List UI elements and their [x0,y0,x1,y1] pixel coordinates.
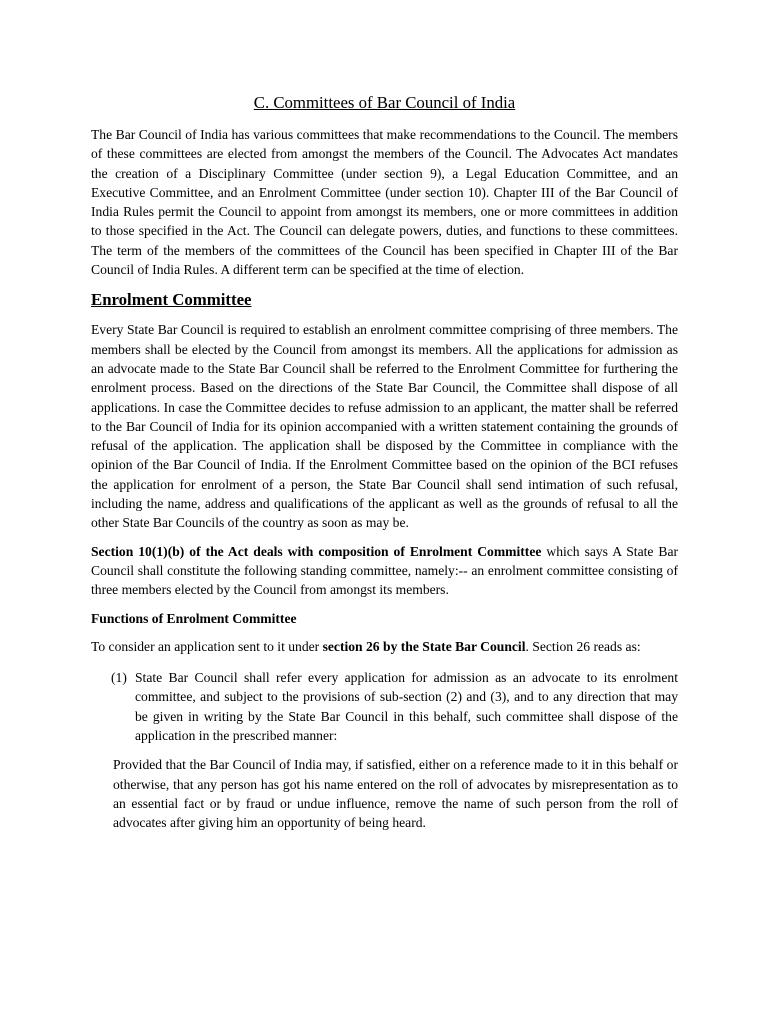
functions-pre-text: To consider an application sent to it under [91,638,323,654]
enrolment-committee-heading: Enrolment Committee [91,290,252,310]
functions-bold-text: section 26 by the State Bar Council [322,638,526,654]
section-rest-text: which says A State Bar Council shall constitute the following standing committee, namely:-- an enrolment committee consisting of three members elected by the Council from amongst its members. [91,543,679,598]
section-bold-text: Section 10(1)(b) of the Act deals with composition of Enrolment Committee [91,543,542,559]
functions-heading: Functions of Enrolment Committee [91,610,297,626]
enrolment-paragraph: Every State Bar Council is required to establish an enrolment committee comprising of three members. The members shall be elected by the Council from amongst its members. All the applications for admission as an advocate made to the State Bar Council shall be referred to the Enrolment Committee for furthering the enrolment process. Based on the directions of the State Bar Council, the Committee shall dispose of all applications. In case the Committee decides to refuse admission to an applicant, the matter shall be referred to the Bar Council of India for its opinion accompanied with a written statement containing the grounds of refusal of the application. The application shall be disposed by the Committee in compliance with the opinion of the Bar Council of India. If the Enrolment Committee based on the opinion of the BCI refuses the application for enrolment of a person, the State Bar Council shall send intimation of such refusal, including the name, address and qualifications of the applicant as well as the grounds of refusal to all the other State Bar Councils of the country as soon as may be. [91,322,678,531]
list-item [91,668,678,745]
list-text: State Bar Council shall refer every application for admission as an advocate to its enrolment committee, and subject to the provisions of sub-section (2) and (3), and to any direction that may be given in writing by the State Bar Council in this behalf, such committee shall dispose of the application in the prescribed manner: [135,670,678,744]
proviso-paragraph: Provided that the Bar Council of India may, if satisfied, either on a reference made to it in this behalf or otherwise, that any person has got his name entered on the roll of advocates by misrepresentation as to an essential fact or by fraud or undue influence, remove the name of such person from the roll of advocates after giving him an opportunity of being heard. [113,757,678,831]
intro-paragraph: The Bar Council of India has various committees that make recommendations to the Council. The members of these committees are elected from amongst the members of the Council. The Advocates Act mandates the creation of a Disciplinary Committee (under section 9), a Legal Education Committee, and an Executive Committee, and an Enrolment Committee (under section 10). Chapter III of the Bar Council of India Rules permit the Council to appoint from amongst its members, one or more committees in addition to those specified in the Act. The Council can delegate powers, duties, and functions to these committees. The term of the members of the committees of the Council has been specified in Chapter III of the Bar Council of India Rules. A different term can be specified at the time of election. [91,127,678,278]
functions-paragraph [91,637,678,656]
section-paragraph [91,542,678,600]
page-title: C. Committees of Bar Council of India [253,93,516,112]
list-number: (1) [111,670,127,686]
functions-post-text: . Section 26 reads as: [525,638,641,654]
document-page [91,92,678,833]
